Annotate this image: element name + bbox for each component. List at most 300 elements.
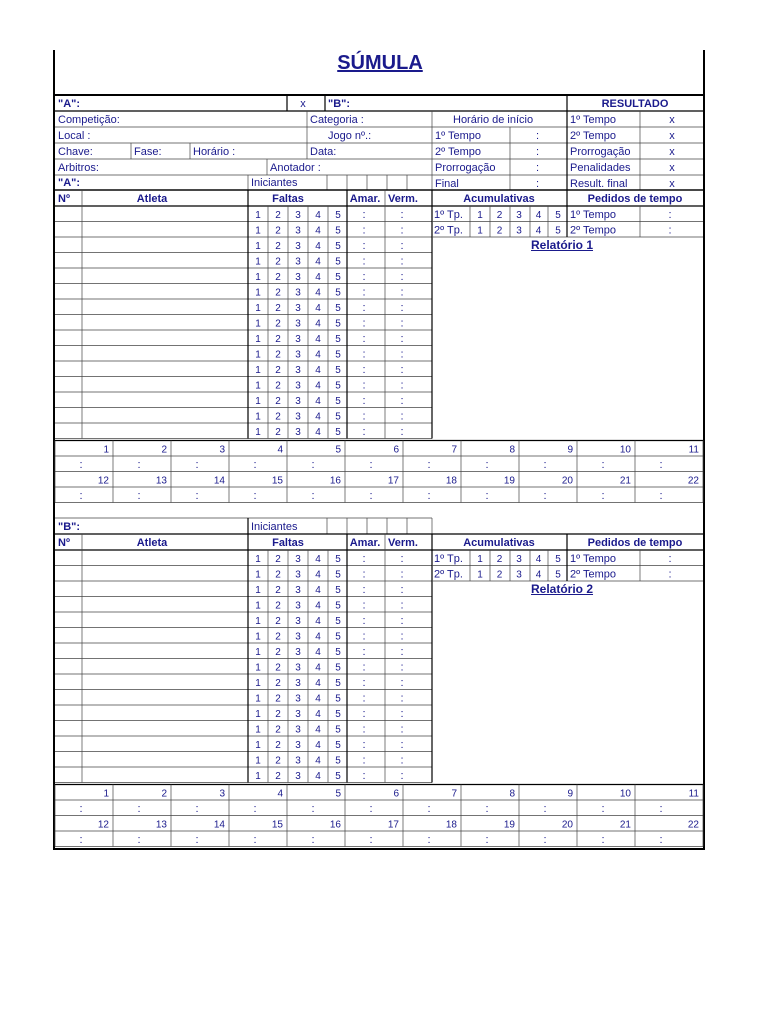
colon-label: : [362, 584, 366, 596]
colon-label: : [543, 490, 547, 502]
colon-label: : [79, 803, 83, 815]
goal-slot-number: 6 [393, 444, 399, 456]
foul-number: 4 [315, 678, 321, 689]
foul-number: 5 [335, 724, 341, 736]
foul-number: 1 [255, 693, 261, 705]
team-a-section-label: "A": [58, 177, 81, 189]
colon-label: : [369, 490, 373, 502]
foul-number: 1 [255, 724, 261, 736]
colon-label: : [362, 302, 366, 314]
foul-number: 3 [295, 210, 301, 221]
foul-number: 5 [335, 380, 341, 392]
colon-label: : [362, 708, 366, 720]
goal-slot-number: 21 [619, 475, 631, 487]
foul-number: 3 [295, 693, 301, 705]
team-a-label: "A": [58, 98, 81, 110]
foul-number: 2 [275, 569, 281, 581]
accumulated-foul-number: 1 [477, 569, 483, 581]
accumulated-foul-number: 5 [555, 569, 561, 581]
foul-number: 2 [275, 349, 281, 361]
colon-label: : [137, 803, 141, 815]
goal-slot-number: 21 [619, 819, 631, 831]
foul-number: 2 [275, 771, 281, 782]
foul-number: 4 [315, 693, 321, 705]
colon-label: : [253, 803, 257, 815]
referees-label: Arbitros: [58, 162, 99, 174]
goal-slot-number: 7 [451, 444, 457, 456]
colon-label: : [362, 255, 366, 268]
colon-label: : [601, 459, 605, 471]
foul-number: 3 [295, 303, 301, 314]
timeout-period-label: 1º Tempo [570, 553, 617, 565]
foul-number: 4 [315, 303, 321, 314]
foul-number: 4 [315, 709, 321, 720]
colon-label: : [362, 209, 366, 221]
goal-slot-number: 4 [277, 444, 283, 456]
foul-number: 3 [295, 678, 301, 689]
foul-number: 2 [275, 411, 281, 423]
colon-label: : [400, 224, 404, 237]
foul-number: 3 [295, 272, 301, 283]
foul-number: 5 [335, 585, 341, 596]
fouls-col-header: Faltas [272, 193, 304, 205]
goal-slot-number: 18 [445, 819, 457, 831]
colon-label: : [362, 615, 366, 627]
colon-label: : [362, 426, 366, 438]
colon-label: : [400, 754, 404, 767]
colon-label: : [400, 379, 404, 392]
foul-number: 2 [275, 272, 281, 283]
foul-number: 1 [255, 771, 261, 782]
accumulated-foul-number: 1 [477, 554, 483, 565]
result-period-label: 1º Tempo [570, 114, 617, 126]
foul-number: 3 [295, 380, 301, 392]
colon-label: : [668, 209, 672, 221]
foul-number: 2 [275, 256, 281, 268]
colon-label: : [362, 754, 366, 767]
foul-number: 2 [275, 631, 281, 643]
x-label: x [669, 178, 675, 190]
timeouts-col-header: Pedidos de tempo [587, 193, 683, 205]
accumulated-col-header: Acumulativas [463, 193, 535, 205]
foul-number: 4 [315, 318, 321, 330]
foul-number: 5 [335, 210, 341, 221]
accumulated-foul-number: 2 [496, 569, 503, 581]
foul-number: 4 [315, 662, 321, 674]
foul-number: 1 [255, 334, 261, 345]
foul-number: 2 [275, 427, 281, 438]
colon-label: : [400, 240, 404, 252]
x-label: x [669, 130, 675, 142]
colon-label: : [253, 490, 257, 502]
foul-number: 1 [255, 709, 261, 720]
accumulated-foul-number: 2 [496, 210, 503, 221]
goal-slot-number: 18 [445, 475, 457, 487]
timeout-period-label: 1º Tempo [570, 209, 617, 221]
period-label: 1º Tempo [435, 130, 482, 142]
foul-number: 3 [295, 631, 301, 643]
foul-number: 3 [295, 740, 301, 751]
accumulated-col-header: Acumulativas [463, 537, 535, 549]
foul-number: 4 [315, 210, 321, 221]
red-col-header: Verm. [388, 193, 418, 205]
goal-slot-number: 14 [213, 475, 225, 487]
colon-label: : [400, 708, 404, 720]
accumulated-foul-number: 5 [555, 210, 561, 221]
foul-number: 5 [335, 740, 341, 751]
number-col-header: Nº [58, 193, 70, 205]
colon-label: : [668, 224, 672, 237]
half-label: 2º Tp. [434, 224, 463, 237]
goal-slot-number: 9 [567, 788, 573, 800]
accumulated-foul-number: 2 [496, 554, 503, 565]
foul-number: 1 [255, 427, 261, 438]
colon-label: : [253, 459, 257, 471]
timeout-period-label: 2º Tempo [570, 568, 617, 581]
foul-number: 3 [295, 365, 301, 376]
colon-label: : [362, 770, 366, 782]
colon-label: : [400, 255, 404, 268]
accumulated-foul-number: 5 [555, 554, 561, 565]
foul-number: 3 [295, 724, 301, 736]
colon-label: : [362, 317, 366, 330]
foul-number: 3 [295, 241, 301, 252]
colon-label: : [362, 333, 366, 345]
colon-label: : [400, 348, 404, 361]
colon-label: : [362, 395, 366, 407]
colon-label: : [137, 834, 141, 846]
colon-label: : [137, 490, 141, 502]
goal-slot-number: 9 [567, 444, 573, 456]
colon-label: : [427, 459, 431, 471]
yellow-col-header: Amar. [349, 537, 381, 549]
colon-label: : [362, 553, 366, 565]
foul-number: 5 [335, 678, 341, 689]
foul-number: 3 [295, 585, 301, 596]
foul-number: 4 [315, 647, 321, 658]
goal-slot-number: 13 [155, 475, 167, 487]
goal-slot-number: 19 [503, 475, 515, 487]
report-2-title: Relatório 2 [531, 582, 594, 596]
colon-label: : [400, 739, 404, 751]
goal-slot-number: 20 [561, 475, 573, 487]
foul-number: 4 [315, 724, 321, 736]
colon-label: : [362, 348, 366, 361]
team-b-label: "B": [328, 98, 351, 110]
foul-number: 5 [335, 225, 341, 237]
foul-number: 4 [315, 755, 321, 767]
colon-label: : [536, 130, 540, 142]
starters-label: Iniciantes [251, 521, 298, 533]
goal-slot-number: 11 [688, 788, 699, 800]
foul-number: 3 [295, 427, 301, 438]
foul-number: 4 [315, 771, 321, 782]
goal-slot-number: 22 [687, 475, 699, 487]
foul-number: 5 [335, 256, 341, 268]
goal-slot-number: 8 [509, 444, 515, 456]
foul-number: 5 [335, 631, 341, 643]
game-number-label: Jogo nº.: [328, 130, 372, 142]
foul-number: 1 [255, 678, 261, 689]
foul-number: 3 [295, 287, 301, 299]
colon-label: : [311, 834, 315, 846]
foul-number: 1 [255, 241, 261, 252]
foul-number: 5 [335, 709, 341, 720]
foul-number: 2 [275, 241, 281, 252]
versus-label: x [300, 98, 306, 110]
colon-label: : [543, 834, 547, 846]
goal-slot-number: 12 [97, 819, 109, 831]
goal-slot-number: 15 [271, 819, 283, 831]
colon-label: : [362, 739, 366, 751]
foul-number: 2 [275, 554, 281, 565]
foul-number: 3 [295, 709, 301, 720]
foul-number: 1 [255, 662, 261, 674]
goal-slot-number: 3 [219, 788, 225, 800]
foul-number: 1 [255, 755, 261, 767]
accumulated-foul-number: 2 [496, 225, 503, 237]
goal-slot-number: 5 [335, 788, 341, 800]
colon-label: : [79, 834, 83, 846]
colon-label: : [400, 615, 404, 627]
foul-number: 3 [295, 647, 301, 658]
colon-label: : [668, 553, 672, 565]
foul-number: 4 [315, 631, 321, 643]
athlete-col-header: Atleta [136, 537, 168, 549]
result-period-label: Prorrogação [570, 146, 631, 158]
foul-number: 1 [255, 272, 261, 283]
foul-number: 2 [275, 287, 281, 299]
foul-number: 3 [295, 616, 301, 627]
foul-number: 3 [295, 411, 301, 423]
x-label: x [669, 146, 675, 158]
goal-slot-number: 10 [619, 788, 631, 800]
colon-label: : [195, 803, 199, 815]
foul-number: 1 [255, 225, 261, 237]
colon-label: : [362, 379, 366, 392]
colon-label: : [362, 364, 366, 376]
colon-label: : [362, 661, 366, 674]
colon-label: : [400, 553, 404, 565]
foul-number: 3 [295, 755, 301, 767]
foul-number: 4 [315, 256, 321, 268]
accumulated-foul-number: 3 [516, 569, 522, 581]
foul-number: 2 [275, 396, 281, 407]
colon-label: : [362, 240, 366, 252]
foul-number: 4 [315, 334, 321, 345]
colon-label: : [79, 459, 83, 471]
foul-number: 1 [255, 631, 261, 643]
colon-label: : [362, 692, 366, 705]
foul-number: 1 [255, 600, 261, 612]
foul-number: 5 [335, 693, 341, 705]
starters-label: Iniciantes [251, 177, 298, 189]
colon-label: : [400, 630, 404, 643]
colon-label: : [427, 490, 431, 502]
goal-slot-number: 12 [97, 475, 109, 487]
goal-slot-number: 5 [335, 444, 341, 456]
foul-number: 5 [335, 427, 341, 438]
foul-number: 5 [335, 287, 341, 299]
colon-label: : [362, 723, 366, 736]
goal-slot-number: 19 [503, 819, 515, 831]
colon-label: : [659, 459, 663, 471]
foul-number: 4 [315, 287, 321, 299]
foul-number: 4 [315, 349, 321, 361]
foul-number: 4 [315, 585, 321, 596]
accumulated-foul-number: 1 [477, 210, 483, 221]
yellow-col-header: Amar. [349, 193, 381, 205]
accumulated-foul-number: 4 [535, 554, 542, 565]
foul-number: 1 [255, 380, 261, 392]
athlete-col-header: Atleta [136, 193, 168, 205]
colon-label: : [536, 178, 540, 190]
colon-label: : [362, 271, 366, 283]
foul-number: 4 [315, 616, 321, 627]
foul-number: 3 [295, 349, 301, 361]
foul-number: 4 [315, 396, 321, 407]
goal-slot-number: 11 [688, 444, 699, 456]
foul-number: 5 [335, 396, 341, 407]
foul-number: 2 [275, 755, 281, 767]
colon-label: : [362, 568, 366, 581]
goal-slot-number: 1 [103, 788, 109, 800]
colon-label: : [195, 834, 199, 846]
foul-number: 2 [275, 210, 281, 221]
goal-slot-number: 16 [329, 819, 341, 831]
colon-label: : [485, 803, 489, 815]
colon-label: : [427, 834, 431, 846]
colon-label: : [362, 410, 366, 423]
half-label: 2º Tp. [434, 568, 463, 581]
colon-label: : [362, 646, 366, 658]
foul-number: 5 [335, 303, 341, 314]
colon-label: : [601, 803, 605, 815]
colon-label: : [659, 834, 663, 846]
colon-label: : [362, 286, 366, 299]
foul-number: 1 [255, 569, 261, 581]
result-period-label: 2º Tempo [570, 130, 617, 142]
goal-slot-number: 8 [509, 788, 515, 800]
goal-slot-number: 20 [561, 819, 573, 831]
colon-label: : [400, 333, 404, 345]
goal-slot-number: 6 [393, 788, 399, 800]
goal-slot-number: 7 [451, 788, 457, 800]
category-label: Categoria : [310, 114, 364, 126]
foul-number: 4 [315, 241, 321, 252]
foul-number: 4 [315, 411, 321, 423]
colon-label: : [400, 661, 404, 674]
foul-number: 5 [335, 600, 341, 612]
colon-label: : [362, 599, 366, 612]
colon-label: : [400, 410, 404, 423]
colon-label: : [362, 677, 366, 689]
foul-number: 2 [275, 303, 281, 314]
period-label: Prorrogação [435, 162, 496, 174]
result-label: RESULTADO [601, 98, 669, 110]
foul-number: 4 [315, 365, 321, 376]
foul-number: 1 [255, 318, 261, 330]
foul-number: 4 [315, 569, 321, 581]
half-label: 1º Tp. [434, 553, 463, 565]
colon-label: : [400, 692, 404, 705]
colon-label: : [485, 459, 489, 471]
accumulated-foul-number: 3 [516, 210, 522, 221]
foul-number: 1 [255, 740, 261, 751]
period-label: Final [435, 178, 459, 190]
colon-label: : [400, 364, 404, 376]
colon-label: : [195, 490, 199, 502]
scorer-label: Anotador : [270, 162, 321, 174]
result-period-label: Penalidades [570, 162, 631, 174]
start-time-label: Horário de início [453, 114, 534, 126]
colon-label: : [400, 271, 404, 283]
colon-label: : [485, 490, 489, 502]
goal-slot-number: 13 [155, 819, 167, 831]
foul-number: 5 [335, 349, 341, 361]
colon-label: : [400, 317, 404, 330]
foul-number: 1 [255, 554, 261, 565]
accumulated-foul-number: 4 [535, 225, 542, 237]
goal-slot-number: 1 [103, 444, 109, 456]
accumulated-foul-number: 3 [516, 554, 522, 565]
foul-number: 4 [315, 554, 321, 565]
foul-number: 3 [295, 225, 301, 237]
goal-slot-number: 4 [277, 788, 283, 800]
colon-label: : [311, 803, 315, 815]
colon-label: : [400, 599, 404, 612]
foul-number: 3 [295, 256, 301, 268]
foul-number: 3 [295, 662, 301, 674]
accumulated-foul-number: 3 [516, 225, 522, 237]
goal-slot-number: 17 [387, 819, 399, 831]
foul-number: 2 [275, 709, 281, 720]
colon-label: : [253, 834, 257, 846]
colon-label: : [543, 459, 547, 471]
accumulated-foul-number: 4 [535, 210, 542, 221]
foul-number: 2 [275, 740, 281, 751]
colon-label: : [362, 224, 366, 237]
colon-label: : [400, 677, 404, 689]
foul-number: 3 [295, 396, 301, 407]
goal-slot-number: 17 [387, 475, 399, 487]
phase-label: Fase: [134, 146, 162, 158]
foul-number: 4 [315, 225, 321, 237]
foul-number: 5 [335, 647, 341, 658]
colon-label: : [536, 162, 540, 174]
foul-number: 2 [275, 662, 281, 674]
foul-number: 5 [335, 755, 341, 767]
foul-number: 5 [335, 334, 341, 345]
date-label: Data: [310, 146, 337, 158]
foul-number: 5 [335, 241, 341, 252]
foul-number: 1 [255, 396, 261, 407]
foul-number: 5 [335, 411, 341, 423]
foul-number: 5 [335, 365, 341, 376]
colon-label: : [369, 834, 373, 846]
colon-label: : [543, 803, 547, 815]
foul-number: 3 [295, 771, 301, 782]
colon-label: : [400, 286, 404, 299]
colon-label: : [400, 426, 404, 438]
colon-label: : [369, 459, 373, 471]
colon-label: : [311, 490, 315, 502]
colon-label: : [659, 490, 663, 502]
red-col-header: Verm. [388, 537, 418, 549]
goal-slot-number: 15 [271, 475, 283, 487]
accumulated-foul-number: 4 [535, 569, 542, 581]
colon-label: : [601, 490, 605, 502]
